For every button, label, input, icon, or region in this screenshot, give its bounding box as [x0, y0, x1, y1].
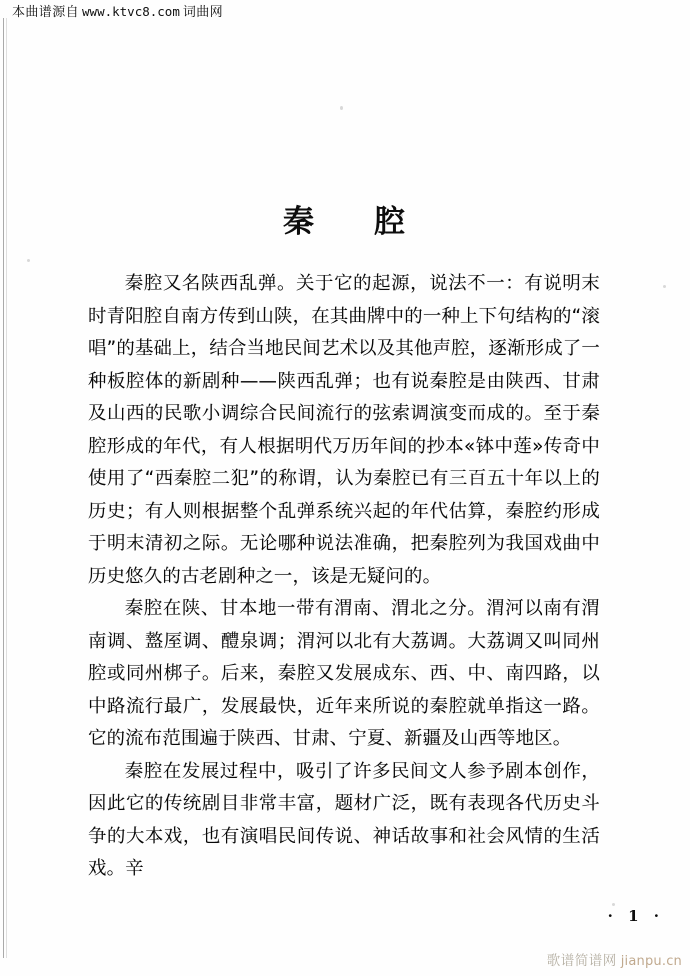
- paragraph: 秦腔又名陕西乱弹。关于它的起源，说法不一：有说明末时青阳腔自南方传到山陕，在其曲牌中的一种上下句结构的“滚唱”的基础上，结合当地民间艺术以及其他声腔，逐渐形成了一种板腔体的新剧种——陕西乱弹；也有说秦腔是由陕西、甘肃及山西的民歌小调综合民间流行的弦索调演变而成的。至于秦腔形成的年代，有人根据明代万历年间的抄本«钵中莲»传奇中使用了“西秦腔二犯”的称谓，认为秦腔已有三百五十年以上的历史；有人则根据整个乱弹系统兴起的年代估算，秦腔约形成于明末清初之际。无论哪种说法准确，把秦腔列为我国戏曲中历史悠久的古老剧种之一，该是无疑问的。: [88, 273, 600, 587]
- page-title-char-1: 秦: [283, 203, 316, 240]
- page-number: · 1 ·: [607, 907, 664, 925]
- top-source-watermark: [12, 3, 223, 22]
- page-left-edge-artifact-secondary: [6, 18, 7, 958]
- bottom-watermark-en: jianpu.cn: [620, 954, 682, 969]
- page-title-char-2: 腔: [374, 203, 407, 240]
- scan-speck: [27, 259, 30, 262]
- top-watermark-prefix: 本曲谱源自: [12, 5, 80, 20]
- page-left-edge-artifact: [3, 18, 4, 958]
- article-body: [88, 268, 600, 886]
- scan-speck: [663, 285, 666, 288]
- paragraph: 秦腔在发展过程中，吸引了许多民间文人参予剧本创作，因此它的传统剧目非常丰富，题材广泛，既有表现各代历史斗争的大本戏，也有演唱民间传说、神话故事和社会风情的生活戏。辛: [88, 760, 600, 879]
- top-watermark-suffix: 词曲网: [182, 5, 224, 20]
- scan-speck: [340, 106, 343, 110]
- page-title: [0, 203, 690, 241]
- top-watermark-url: www.ktvc8.com: [82, 4, 180, 19]
- bottom-watermark-cn: 歌谱简谱网: [546, 953, 617, 969]
- paragraph: 秦腔在陕、甘本地一带有渭南、渭北之分。渭河以南有渭南调、盩厔调、醴泉调；渭河以北有大荔调。大荔调又叫同州腔或同州梆子。后来，秦腔又发展成东、西、中、南四路，以中路流行最广，发展最快，近年来所说的秦腔就单指这一路。它的流布范围遍于陕西、甘肃、宁夏、新疆及山西等地区。: [88, 598, 600, 749]
- bottom-site-watermark: [547, 952, 682, 971]
